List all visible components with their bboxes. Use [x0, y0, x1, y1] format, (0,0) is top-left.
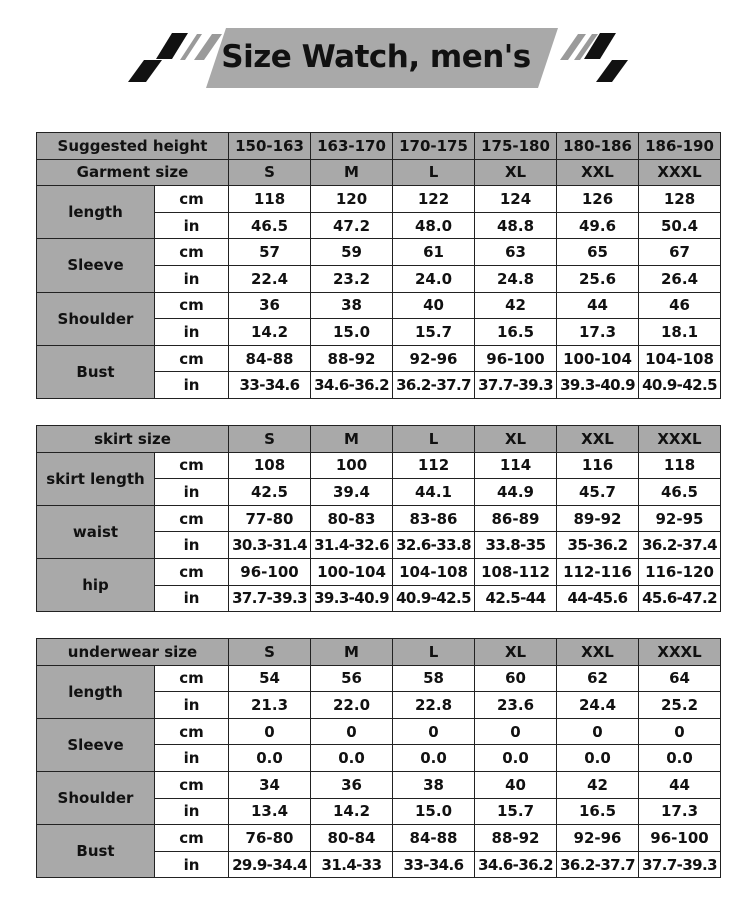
- underwear-size-label: underwear size: [37, 639, 229, 666]
- value-cell: 21.3: [229, 692, 311, 719]
- measure-label: waist: [37, 505, 155, 558]
- value-cell: 88-92: [311, 345, 393, 372]
- value-cell: 37.7-39.3: [229, 585, 311, 612]
- value-cell: 35-36.2: [557, 532, 639, 559]
- size-cell: XXL: [557, 159, 639, 186]
- table-row: [37, 452, 721, 479]
- value-cell: 33.8-35: [475, 532, 557, 559]
- value-cell: 36.2-37.4: [639, 532, 721, 559]
- unit-cell: in: [155, 745, 229, 772]
- value-cell: 61: [393, 239, 475, 266]
- value-cell: 31.4-33: [311, 851, 393, 878]
- value-cell: 108: [229, 452, 311, 479]
- value-cell: 15.7: [393, 319, 475, 346]
- value-cell: 46.5: [229, 212, 311, 239]
- value-cell: 31.4-32.6: [311, 532, 393, 559]
- value-cell: 59: [311, 239, 393, 266]
- value-cell: 62: [557, 665, 639, 692]
- value-cell: 44: [639, 771, 721, 798]
- value-cell: 47.2: [311, 212, 393, 239]
- value-cell: 0: [229, 718, 311, 745]
- height-cell: 150-163: [229, 133, 311, 160]
- value-cell: 50.4: [639, 212, 721, 239]
- value-cell: 118: [639, 452, 721, 479]
- value-cell: 24.0: [393, 265, 475, 292]
- unit-cell: in: [155, 798, 229, 825]
- size-cell: XL: [475, 426, 557, 453]
- size-cell: XXXL: [639, 426, 721, 453]
- value-cell: 14.2: [229, 319, 311, 346]
- value-cell: 92-96: [557, 825, 639, 852]
- value-cell: 63: [475, 239, 557, 266]
- value-cell: 42: [475, 292, 557, 319]
- size-cell: XL: [475, 159, 557, 186]
- value-cell: 64: [639, 665, 721, 692]
- size-cell: XXL: [557, 639, 639, 666]
- underwear-size-table: [36, 638, 721, 878]
- value-cell: 44-45.6: [557, 585, 639, 612]
- value-cell: 24.4: [557, 692, 639, 719]
- value-cell: 92-95: [639, 505, 721, 532]
- table-row: [37, 345, 721, 372]
- value-cell: 80-84: [311, 825, 393, 852]
- height-cell: 186-190: [639, 133, 721, 160]
- value-cell: 0.0: [393, 745, 475, 772]
- skirt-size-table: [36, 425, 721, 612]
- value-cell: 33-34.6: [393, 851, 475, 878]
- value-cell: 0.0: [229, 745, 311, 772]
- value-cell: 112-116: [557, 558, 639, 585]
- value-cell: 0: [639, 718, 721, 745]
- table-row: [37, 665, 721, 692]
- measure-label: skirt length: [37, 452, 155, 505]
- left-slash-black-1: [128, 60, 162, 82]
- table-row: [37, 159, 721, 186]
- size-cell: XXL: [557, 426, 639, 453]
- value-cell: 22.4: [229, 265, 311, 292]
- size-cell: XL: [475, 639, 557, 666]
- value-cell: 26.4: [639, 265, 721, 292]
- table-row: [37, 133, 721, 160]
- value-cell: 46: [639, 292, 721, 319]
- right-slash-black-2: [596, 60, 628, 82]
- measure-label: hip: [37, 558, 155, 611]
- value-cell: 0.0: [311, 745, 393, 772]
- value-cell: 36: [311, 771, 393, 798]
- table-row: [37, 718, 721, 745]
- table-row: [37, 426, 721, 453]
- value-cell: 77-80: [229, 505, 311, 532]
- unit-cell: in: [155, 372, 229, 399]
- measure-label: Shoulder: [37, 771, 155, 824]
- value-cell: 40.9-42.5: [639, 372, 721, 399]
- value-cell: 116: [557, 452, 639, 479]
- height-cell: 175-180: [475, 133, 557, 160]
- value-cell: 84-88: [393, 825, 475, 852]
- title-banner: [0, 0, 750, 100]
- value-cell: 60: [475, 665, 557, 692]
- value-cell: 0.0: [475, 745, 557, 772]
- size-cell: L: [393, 426, 475, 453]
- value-cell: 37.7-39.3: [475, 372, 557, 399]
- measure-label: Sleeve: [37, 239, 155, 292]
- value-cell: 34.6-36.2: [475, 851, 557, 878]
- left-slash-black-2: [156, 33, 188, 59]
- unit-cell: cm: [155, 825, 229, 852]
- value-cell: 30.3-31.4: [229, 532, 311, 559]
- unit-cell: in: [155, 479, 229, 506]
- unit-cell: cm: [155, 345, 229, 372]
- size-cell: S: [229, 159, 311, 186]
- value-cell: 100-104: [557, 345, 639, 372]
- value-cell: 36.2-37.7: [557, 851, 639, 878]
- value-cell: 108-112: [475, 558, 557, 585]
- table-row: [37, 771, 721, 798]
- unit-cell: cm: [155, 186, 229, 213]
- value-cell: 34.6-36.2: [311, 372, 393, 399]
- size-cell: M: [311, 159, 393, 186]
- value-cell: 23.6: [475, 692, 557, 719]
- unit-cell: in: [155, 265, 229, 292]
- value-cell: 37.7-39.3: [639, 851, 721, 878]
- garment-size-table: [36, 132, 721, 399]
- value-cell: 128: [639, 186, 721, 213]
- unit-cell: in: [155, 692, 229, 719]
- table-row: [37, 639, 721, 666]
- unit-cell: in: [155, 851, 229, 878]
- value-cell: 42.5: [229, 479, 311, 506]
- size-cell: XXXL: [639, 159, 721, 186]
- value-cell: 100-104: [311, 558, 393, 585]
- value-cell: 13.4: [229, 798, 311, 825]
- table-row: [37, 558, 721, 585]
- value-cell: 23.2: [311, 265, 393, 292]
- unit-cell: cm: [155, 239, 229, 266]
- value-cell: 104-108: [639, 345, 721, 372]
- value-cell: 80-83: [311, 505, 393, 532]
- page-title: Size Watch, men's: [221, 39, 531, 75]
- value-cell: 42.5-44: [475, 585, 557, 612]
- size-cell: L: [393, 159, 475, 186]
- value-cell: 17.3: [557, 319, 639, 346]
- value-cell: 25.6: [557, 265, 639, 292]
- value-cell: 15.0: [393, 798, 475, 825]
- value-cell: 40.9-42.5: [393, 585, 475, 612]
- value-cell: 44.9: [475, 479, 557, 506]
- value-cell: 15.7: [475, 798, 557, 825]
- unit-cell: cm: [155, 558, 229, 585]
- value-cell: 48.8: [475, 212, 557, 239]
- value-cell: 33-34.6: [229, 372, 311, 399]
- size-cell: L: [393, 639, 475, 666]
- value-cell: 24.8: [475, 265, 557, 292]
- value-cell: 65: [557, 239, 639, 266]
- value-cell: 67: [639, 239, 721, 266]
- value-cell: 39.3-40.9: [557, 372, 639, 399]
- value-cell: 45.6-47.2: [639, 585, 721, 612]
- value-cell: 0: [393, 718, 475, 745]
- value-cell: 86-89: [475, 505, 557, 532]
- value-cell: 96-100: [475, 345, 557, 372]
- value-cell: 96-100: [229, 558, 311, 585]
- value-cell: 22.0: [311, 692, 393, 719]
- value-cell: 42: [557, 771, 639, 798]
- size-cell: XXXL: [639, 639, 721, 666]
- height-cell: 180-186: [557, 133, 639, 160]
- value-cell: 0: [557, 718, 639, 745]
- size-cell: M: [311, 639, 393, 666]
- value-cell: 34: [229, 771, 311, 798]
- value-cell: 88-92: [475, 825, 557, 852]
- value-cell: 104-108: [393, 558, 475, 585]
- value-cell: 25.2: [639, 692, 721, 719]
- skirt-size-label: skirt size: [37, 426, 229, 453]
- unit-cell: in: [155, 212, 229, 239]
- measure-label: Shoulder: [37, 292, 155, 345]
- value-cell: 48.0: [393, 212, 475, 239]
- value-cell: 89-92: [557, 505, 639, 532]
- value-cell: 40: [475, 771, 557, 798]
- unit-cell: in: [155, 585, 229, 612]
- unit-cell: cm: [155, 771, 229, 798]
- value-cell: 57: [229, 239, 311, 266]
- measure-label: Bust: [37, 825, 155, 878]
- value-cell: 96-100: [639, 825, 721, 852]
- value-cell: 92-96: [393, 345, 475, 372]
- value-cell: 22.8: [393, 692, 475, 719]
- unit-cell: in: [155, 319, 229, 346]
- value-cell: 17.3: [639, 798, 721, 825]
- value-cell: 15.0: [311, 319, 393, 346]
- value-cell: 112: [393, 452, 475, 479]
- value-cell: 0: [475, 718, 557, 745]
- value-cell: 124: [475, 186, 557, 213]
- value-cell: 16.5: [557, 798, 639, 825]
- value-cell: 49.6: [557, 212, 639, 239]
- value-cell: 39.3-40.9: [311, 585, 393, 612]
- value-cell: 44: [557, 292, 639, 319]
- value-cell: 14.2: [311, 798, 393, 825]
- table-row: [37, 825, 721, 852]
- value-cell: 120: [311, 186, 393, 213]
- table-row: [37, 186, 721, 213]
- value-cell: 100: [311, 452, 393, 479]
- value-cell: 54: [229, 665, 311, 692]
- height-cell: 163-170: [311, 133, 393, 160]
- value-cell: 46.5: [639, 479, 721, 506]
- value-cell: 56: [311, 665, 393, 692]
- table-row: [37, 505, 721, 532]
- measure-label: length: [37, 665, 155, 718]
- value-cell: 0.0: [639, 745, 721, 772]
- unit-cell: cm: [155, 665, 229, 692]
- value-cell: 39.4: [311, 479, 393, 506]
- value-cell: 58: [393, 665, 475, 692]
- measure-label: Sleeve: [37, 718, 155, 771]
- measure-label: Bust: [37, 345, 155, 398]
- table-row: [37, 292, 721, 319]
- unit-cell: cm: [155, 505, 229, 532]
- value-cell: 36: [229, 292, 311, 319]
- value-cell: 122: [393, 186, 475, 213]
- unit-cell: cm: [155, 718, 229, 745]
- value-cell: 126: [557, 186, 639, 213]
- suggested-height-label: Suggested height: [37, 133, 229, 160]
- garment-size-label: Garment size: [37, 159, 229, 186]
- size-cell: S: [229, 639, 311, 666]
- value-cell: 84-88: [229, 345, 311, 372]
- value-cell: 118: [229, 186, 311, 213]
- value-cell: 38: [393, 771, 475, 798]
- value-cell: 114: [475, 452, 557, 479]
- value-cell: 0: [311, 718, 393, 745]
- unit-cell: cm: [155, 292, 229, 319]
- value-cell: 76-80: [229, 825, 311, 852]
- value-cell: 36.2-37.7: [393, 372, 475, 399]
- unit-cell: in: [155, 532, 229, 559]
- value-cell: 29.9-34.4: [229, 851, 311, 878]
- value-cell: 32.6-33.8: [393, 532, 475, 559]
- value-cell: 0.0: [557, 745, 639, 772]
- table-row: [37, 239, 721, 266]
- value-cell: 116-120: [639, 558, 721, 585]
- value-cell: 16.5: [475, 319, 557, 346]
- value-cell: 40: [393, 292, 475, 319]
- unit-cell: cm: [155, 452, 229, 479]
- value-cell: 45.7: [557, 479, 639, 506]
- measure-label: length: [37, 186, 155, 239]
- value-cell: 18.1: [639, 319, 721, 346]
- value-cell: 38: [311, 292, 393, 319]
- value-cell: 83-86: [393, 505, 475, 532]
- size-cell: M: [311, 426, 393, 453]
- size-cell: S: [229, 426, 311, 453]
- height-cell: 170-175: [393, 133, 475, 160]
- value-cell: 44.1: [393, 479, 475, 506]
